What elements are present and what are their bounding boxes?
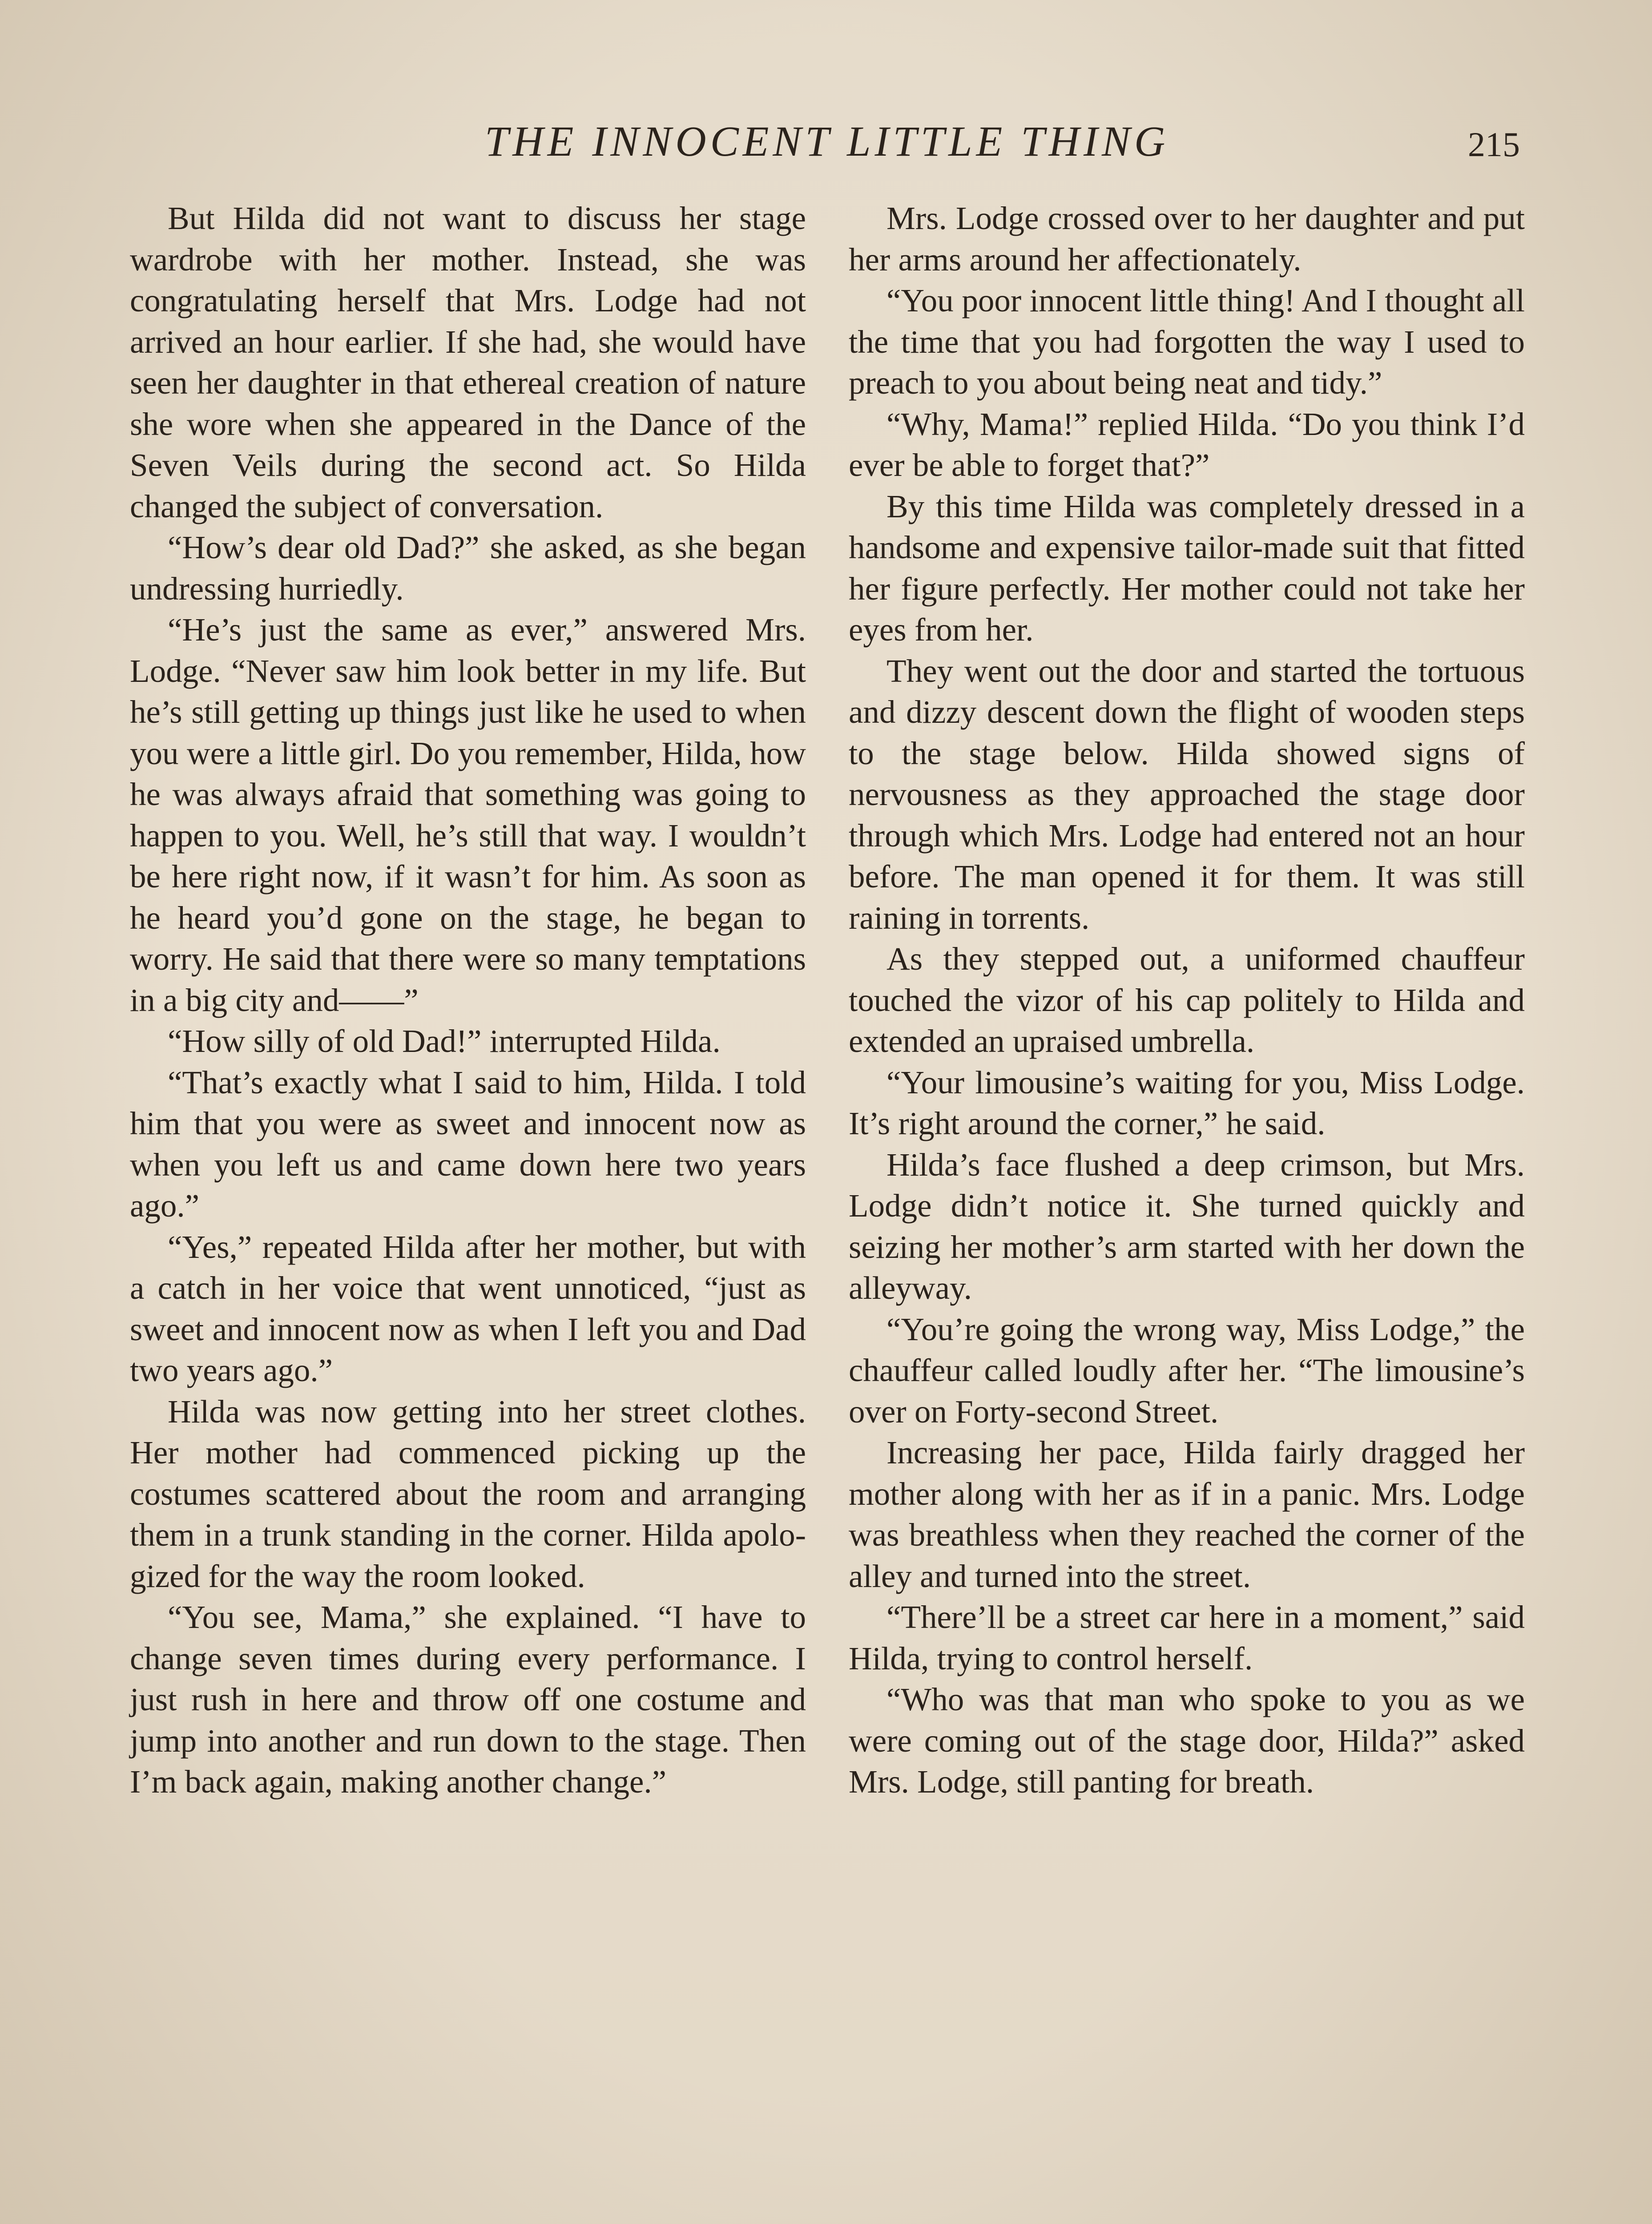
paragraph: Hilda’s face flushed a deep crimson, but Mrs. Lodge didn’t notice it. She turned quickly and seizing her mother’s arm started with her down the alleyway. — [849, 1146, 1525, 1306]
paragraph: Mrs. Lodge crossed over to her daughter and put her arms around her affectionately. — [849, 200, 1525, 278]
paragraph: “You’re going the wrong way, Miss Lodge,” the chauffeur called loudly after her. “The limousine’s over on Forty-second Street. — [849, 1311, 1525, 1430]
paragraph: “Your limousine’s waiting for you, Miss Lodge. It’s right around the corner,” he said. — [849, 1064, 1525, 1141]
paragraph: By this time Hilda was completely dressed in a handsome and expensive tailor-made suit that fitted her figure perfectly. Her mother could not take her eyes from her. — [849, 488, 1525, 648]
paragraph: They went out the door and started the tortuous and dizzy descent down the flight of wooden steps to the stage below. Hilda showed signs of nervousness as they approached the stage door through which Mrs. Lodge had entered not an hour before. The man opened it for them. It was still raining in torrents. — [849, 653, 1525, 936]
paragraph: “Yes,” repeated Hilda after her mother, but with a catch in her voice that went unnoticed, “just as sweet and innocent now as when I left you and Dad two years ago.” — [130, 1229, 806, 1388]
paragraph: “You poor innocent little thing! And I thought all the time that you had forgotten the way I used to preach to you about being neat and tidy.” — [849, 282, 1525, 401]
paragraph: “How’s dear old Dad?” she asked, as she began undressing hurriedly. — [130, 529, 806, 607]
page-number: 215 — [1468, 125, 1520, 164]
paragraph: But Hilda did not want to discuss her stage wardrobe with her mother. Instead, she was congratulating herself that Mrs. Lodge had not arrived an hour earlier. If she had, she would have seen her daughter in that ethereal creation of nature she wore when she appeared in the Dance of the Seven Veils during the second act. So Hilda changed the subject of conversation. — [130, 200, 806, 524]
paragraph: “He’s just the same as ever,” answered Mrs. Lodge. “Never saw him look better in my life. But he’s still getting up things just like he used to when you were a little girl. Do you remember, Hilda, how he was always afraid that something was going to happen to you. Well, he’s still that way. I wouldn’t be here right now, if it wasn’t for him. As soon as he heard you’d gone on the stage, he began to worry. He said that there were so many temptations in a big city and——” — [130, 612, 806, 1018]
paragraph: “Who was that man who spoke to you as we were coming out of the stage door, Hilda?” asked Mrs. Lodge, still panting for breath. — [849, 1681, 1525, 1800]
running-head-title: THE INNOCENT LITTLE THING — [485, 117, 1169, 165]
paragraph: Hilda was now getting into her street clothes. Her mother had commenced picking up the costumes scattered about the room and arranging them in a trunk standing in the corner. Hilda apologized for the way the room looked. — [130, 1393, 806, 1594]
paragraph: “How silly of old Dad!” interrupted Hilda. — [168, 1023, 721, 1059]
right-text-column — [849, 198, 1525, 1803]
paragraph: “That’s exactly what I said to him, Hilda. I told him that you were as sweet and innocent now as when you left us and came down here two years ago.” — [130, 1064, 806, 1224]
paragraph: Increasing her pace, Hilda fairly dragged her mother along with her as if in a panic. Mrs. Lodge was breathless when they reached the corner of the alley and turned into the street. — [849, 1434, 1525, 1594]
paragraph: “Why, Mama!” replied Hilda. “Do you think I’d ever be able to forget that?” — [849, 406, 1525, 483]
paragraph: “There’ll be a street car here in a moment,” said Hilda, trying to control herself. — [849, 1599, 1525, 1676]
paragraph: “You see, Mama,” she explained. “I have to change seven times during every performance. I just rush in here and throw off one costume and jump into another and run down to the stage. Then I’m back again, making another change.” — [130, 1599, 806, 1800]
left-text-column — [130, 198, 806, 1803]
paragraph: As they stepped out, a uniformed chauffeur touched the vizor of his cap politely to Hilda and extended an upraised umbrella. — [849, 941, 1525, 1059]
